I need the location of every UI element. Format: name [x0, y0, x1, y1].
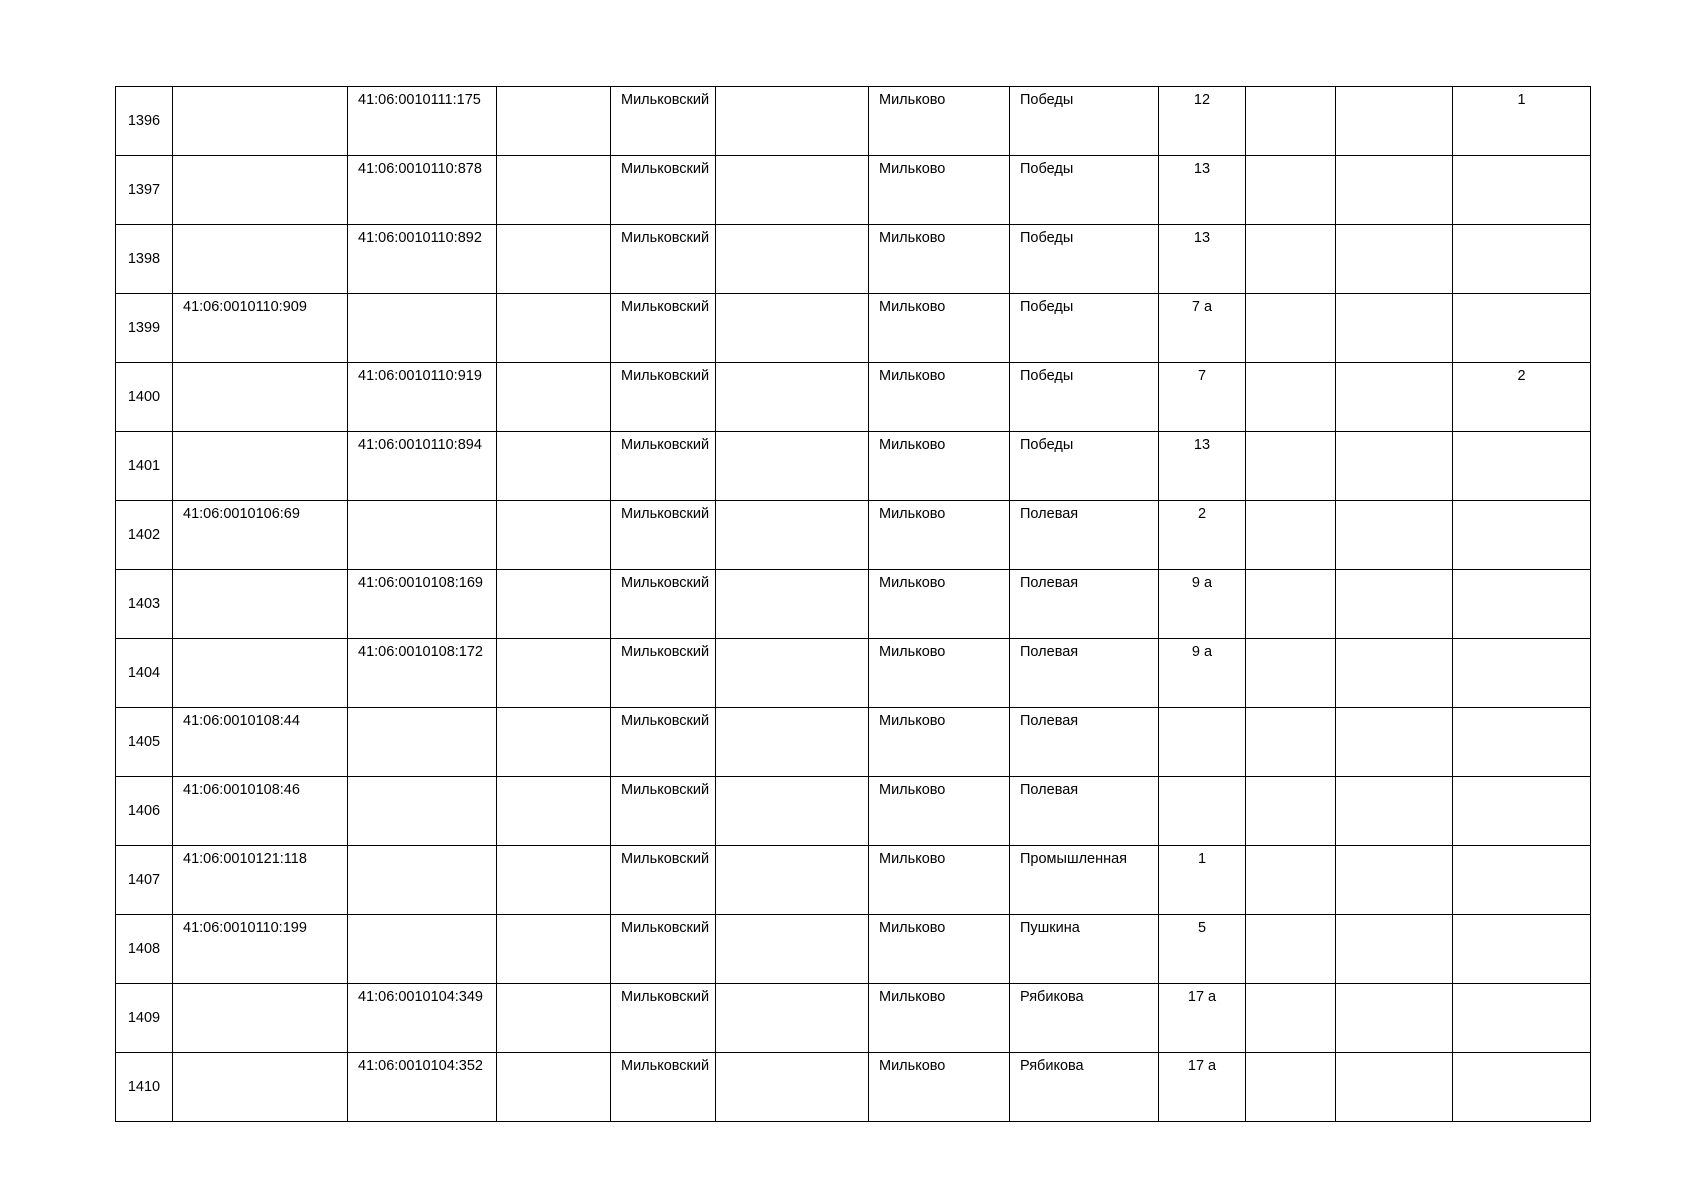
table-row — [116, 501, 1591, 570]
house-number-cell: 13 — [1159, 225, 1246, 294]
count-cell — [1453, 777, 1591, 846]
land-cadastral-cell — [173, 363, 348, 432]
settlement-cell: Мильково — [869, 363, 1010, 432]
building-cadastral-cell — [348, 915, 497, 984]
row-number-cell: 1407 — [116, 846, 173, 915]
building-cadastral-cell: 41:06:0010104:349 — [348, 984, 497, 1053]
street-cell: Полевая — [1010, 570, 1159, 639]
house-number-cell: 9 а — [1159, 570, 1246, 639]
empty-cell — [1336, 432, 1453, 501]
land-cadastral-cell: 41:06:0010106:69 — [173, 501, 348, 570]
street-cell: Рябикова — [1010, 984, 1159, 1053]
empty-cell — [1336, 846, 1453, 915]
row-number-cell: 1398 — [116, 225, 173, 294]
row-number-cell: 1397 — [116, 156, 173, 225]
land-cadastral-cell: 41:06:0010110:909 — [173, 294, 348, 363]
district-cell: Мильковский — [611, 708, 716, 777]
street-cell: Полевая — [1010, 639, 1159, 708]
table-row — [116, 708, 1591, 777]
settlement-cell: Мильково — [869, 708, 1010, 777]
empty-cell — [1246, 708, 1336, 777]
table-row — [116, 432, 1591, 501]
count-cell — [1453, 225, 1591, 294]
settlement-cell: Мильково — [869, 777, 1010, 846]
house-number-cell: 7 — [1159, 363, 1246, 432]
house-number-cell: 13 — [1159, 432, 1246, 501]
district-cell: Мильковский — [611, 984, 716, 1053]
house-number-cell: 2 — [1159, 501, 1246, 570]
empty-cell — [1336, 1053, 1453, 1122]
row-number-cell: 1396 — [116, 87, 173, 156]
empty-cell — [1336, 225, 1453, 294]
count-cell — [1453, 639, 1591, 708]
street-cell: Полевая — [1010, 708, 1159, 777]
house-number-cell: 5 — [1159, 915, 1246, 984]
empty-cell — [1246, 846, 1336, 915]
table-row — [116, 846, 1591, 915]
building-cadastral-cell — [348, 846, 497, 915]
empty-cell — [1246, 87, 1336, 156]
empty-cell — [497, 846, 611, 915]
row-number-cell: 1405 — [116, 708, 173, 777]
district-cell: Мильковский — [611, 225, 716, 294]
house-number-cell: 7 а — [1159, 294, 1246, 363]
empty-cell — [716, 363, 869, 432]
row-number-cell: 1409 — [116, 984, 173, 1053]
empty-cell — [716, 225, 869, 294]
land-cadastral-cell — [173, 570, 348, 639]
district-cell: Мильковский — [611, 915, 716, 984]
count-cell — [1453, 156, 1591, 225]
empty-cell — [1336, 777, 1453, 846]
house-number-cell: 17 а — [1159, 984, 1246, 1053]
building-cadastral-cell: 41:06:0010110:892 — [348, 225, 497, 294]
empty-cell — [497, 777, 611, 846]
street-cell: Рябикова — [1010, 1053, 1159, 1122]
district-cell: Мильковский — [611, 156, 716, 225]
empty-cell — [1336, 639, 1453, 708]
empty-cell — [1246, 156, 1336, 225]
building-cadastral-cell: 41:06:0010108:169 — [348, 570, 497, 639]
settlement-cell: Мильково — [869, 846, 1010, 915]
table-row — [116, 225, 1591, 294]
registry-table — [115, 86, 1591, 1122]
district-cell: Мильковский — [611, 501, 716, 570]
empty-cell — [497, 501, 611, 570]
empty-cell — [716, 846, 869, 915]
empty-cell — [1336, 294, 1453, 363]
row-number-cell: 1401 — [116, 432, 173, 501]
empty-cell — [1246, 639, 1336, 708]
settlement-cell: Мильково — [869, 915, 1010, 984]
district-cell: Мильковский — [611, 87, 716, 156]
district-cell: Мильковский — [611, 639, 716, 708]
land-cadastral-cell — [173, 984, 348, 1053]
street-cell: Пушкина — [1010, 915, 1159, 984]
street-cell: Полевая — [1010, 501, 1159, 570]
building-cadastral-cell — [348, 294, 497, 363]
empty-cell — [497, 363, 611, 432]
district-cell: Мильковский — [611, 1053, 716, 1122]
empty-cell — [1336, 501, 1453, 570]
street-cell: Победы — [1010, 294, 1159, 363]
land-cadastral-cell — [173, 1053, 348, 1122]
empty-cell — [1336, 708, 1453, 777]
empty-cell — [716, 294, 869, 363]
empty-cell — [497, 156, 611, 225]
empty-cell — [497, 87, 611, 156]
table-row — [116, 570, 1591, 639]
land-cadastral-cell: 41:06:0010108:44 — [173, 708, 348, 777]
settlement-cell: Мильково — [869, 432, 1010, 501]
row-number-cell: 1403 — [116, 570, 173, 639]
land-cadastral-cell — [173, 639, 348, 708]
settlement-cell: Мильково — [869, 294, 1010, 363]
house-number-cell — [1159, 708, 1246, 777]
empty-cell — [1336, 984, 1453, 1053]
table-row — [116, 156, 1591, 225]
land-cadastral-cell: 41:06:0010121:118 — [173, 846, 348, 915]
settlement-cell: Мильково — [869, 570, 1010, 639]
empty-cell — [1336, 363, 1453, 432]
building-cadastral-cell — [348, 777, 497, 846]
row-number-cell: 1402 — [116, 501, 173, 570]
settlement-cell: Мильково — [869, 156, 1010, 225]
settlement-cell: Мильково — [869, 639, 1010, 708]
table-row — [116, 294, 1591, 363]
empty-cell — [716, 984, 869, 1053]
district-cell: Мильковский — [611, 777, 716, 846]
empty-cell — [497, 984, 611, 1053]
district-cell: Мильковский — [611, 432, 716, 501]
street-cell: Промышленная — [1010, 846, 1159, 915]
row-number-cell: 1408 — [116, 915, 173, 984]
street-cell: Победы — [1010, 432, 1159, 501]
empty-cell — [716, 501, 869, 570]
empty-cell — [1246, 777, 1336, 846]
table-row — [116, 363, 1591, 432]
row-number-cell: 1404 — [116, 639, 173, 708]
empty-cell — [1246, 915, 1336, 984]
house-number-cell: 9 а — [1159, 639, 1246, 708]
table-body — [116, 87, 1591, 1122]
table-row — [116, 1053, 1591, 1122]
settlement-cell: Мильково — [869, 501, 1010, 570]
building-cadastral-cell: 41:06:0010104:352 — [348, 1053, 497, 1122]
district-cell: Мильковский — [611, 570, 716, 639]
empty-cell — [1246, 432, 1336, 501]
land-cadastral-cell — [173, 432, 348, 501]
empty-cell — [716, 570, 869, 639]
count-cell — [1453, 294, 1591, 363]
district-cell: Мильковский — [611, 363, 716, 432]
house-number-cell: 12 — [1159, 87, 1246, 156]
empty-cell — [497, 1053, 611, 1122]
building-cadastral-cell: 41:06:0010110:919 — [348, 363, 497, 432]
empty-cell — [497, 294, 611, 363]
house-number-cell — [1159, 777, 1246, 846]
empty-cell — [497, 639, 611, 708]
empty-cell — [1246, 1053, 1336, 1122]
count-cell — [1453, 984, 1591, 1053]
land-cadastral-cell — [173, 225, 348, 294]
street-cell: Победы — [1010, 87, 1159, 156]
empty-cell — [716, 432, 869, 501]
land-cadastral-cell — [173, 156, 348, 225]
empty-cell — [1246, 363, 1336, 432]
empty-cell — [1246, 984, 1336, 1053]
empty-cell — [1336, 915, 1453, 984]
row-number-cell: 1400 — [116, 363, 173, 432]
empty-cell — [1246, 294, 1336, 363]
settlement-cell: Мильково — [869, 1053, 1010, 1122]
empty-cell — [1246, 501, 1336, 570]
house-number-cell: 1 — [1159, 846, 1246, 915]
building-cadastral-cell — [348, 501, 497, 570]
table-row — [116, 87, 1591, 156]
count-cell — [1453, 570, 1591, 639]
empty-cell — [716, 1053, 869, 1122]
settlement-cell: Мильково — [869, 984, 1010, 1053]
settlement-cell: Мильково — [869, 87, 1010, 156]
land-cadastral-cell: 41:06:0010108:46 — [173, 777, 348, 846]
empty-cell — [1246, 225, 1336, 294]
building-cadastral-cell: 41:06:0010111:175 — [348, 87, 497, 156]
count-cell — [1453, 708, 1591, 777]
empty-cell — [716, 708, 869, 777]
empty-cell — [497, 708, 611, 777]
table-row — [116, 915, 1591, 984]
building-cadastral-cell: 41:06:0010108:172 — [348, 639, 497, 708]
street-cell: Полевая — [1010, 777, 1159, 846]
empty-cell — [497, 432, 611, 501]
empty-cell — [1336, 87, 1453, 156]
street-cell: Победы — [1010, 363, 1159, 432]
house-number-cell: 13 — [1159, 156, 1246, 225]
count-cell: 1 — [1453, 87, 1591, 156]
empty-cell — [497, 915, 611, 984]
empty-cell — [497, 225, 611, 294]
row-number-cell: 1410 — [116, 1053, 173, 1122]
count-cell — [1453, 501, 1591, 570]
district-cell: Мильковский — [611, 294, 716, 363]
empty-cell — [1336, 570, 1453, 639]
settlement-cell: Мильково — [869, 225, 1010, 294]
building-cadastral-cell: 41:06:0010110:878 — [348, 156, 497, 225]
land-cadastral-cell — [173, 87, 348, 156]
empty-cell — [716, 156, 869, 225]
empty-cell — [497, 570, 611, 639]
count-cell: 2 — [1453, 363, 1591, 432]
district-cell: Мильковский — [611, 846, 716, 915]
count-cell — [1453, 1053, 1591, 1122]
empty-cell — [1246, 570, 1336, 639]
empty-cell — [716, 87, 869, 156]
empty-cell — [716, 777, 869, 846]
count-cell — [1453, 432, 1591, 501]
house-number-cell: 17 а — [1159, 1053, 1246, 1122]
land-cadastral-cell: 41:06:0010110:199 — [173, 915, 348, 984]
row-number-cell: 1399 — [116, 294, 173, 363]
empty-cell — [716, 915, 869, 984]
count-cell — [1453, 915, 1591, 984]
building-cadastral-cell — [348, 708, 497, 777]
building-cadastral-cell: 41:06:0010110:894 — [348, 432, 497, 501]
street-cell: Победы — [1010, 156, 1159, 225]
row-number-cell: 1406 — [116, 777, 173, 846]
empty-cell — [716, 639, 869, 708]
street-cell: Победы — [1010, 225, 1159, 294]
table-row — [116, 777, 1591, 846]
empty-cell — [1336, 156, 1453, 225]
count-cell — [1453, 846, 1591, 915]
table-row — [116, 639, 1591, 708]
table-row — [116, 984, 1591, 1053]
